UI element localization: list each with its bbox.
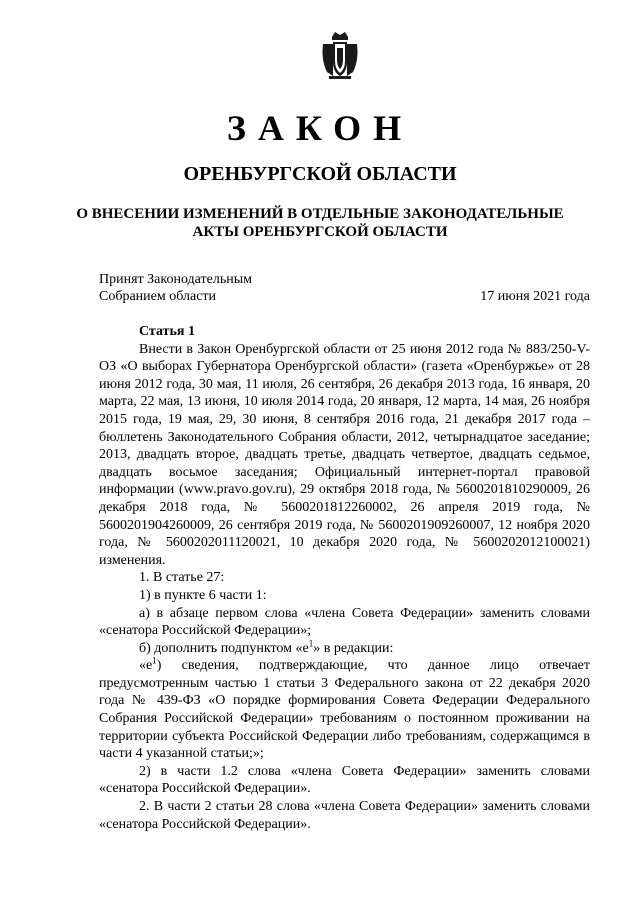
paragraph-8: 2. В части 2 статьи 28 слова «члена Совета Федерации» заменить словами «сенатора Российской Федерации». xyxy=(99,799,590,832)
paragraph-2: 1. В статье 27: xyxy=(139,570,225,586)
law-heading-line-2: АКТЫ ОРЕНБУРГСКОЙ ОБЛАСТИ xyxy=(192,224,448,240)
paragraph-6-start: «е xyxy=(139,658,153,674)
law-body xyxy=(99,323,590,833)
paragraph-5 xyxy=(99,640,590,658)
paragraph-5-end: » в редакции: xyxy=(313,640,394,656)
paragraph-3: 1) в пункте 6 части 1: xyxy=(139,587,267,603)
document-subtitle: ОРЕНБУРГСКОЙ ОБЛАСТИ xyxy=(183,163,457,185)
document-title: ЗАКОН xyxy=(226,108,414,148)
adoption-note xyxy=(99,271,252,305)
paragraph-6 xyxy=(99,657,590,763)
paragraph-4: а) в абзаце первом слова «члена Совета Федерации» заменить словами «сенатора Российской Федерации»; xyxy=(99,605,590,639)
adoption-date: 17 июня 2021 года xyxy=(480,289,590,304)
coat-of-arms-icon xyxy=(319,30,361,80)
paragraph-6-end: ) сведения, подтверждающие, что данное лицо отвечает предусмотренным частью 1 статьи 3 Федерального закона от 22 декабря 2020 года № 439-ФЗ «О порядке формирования Совета Федерации Федерального Собрания Российской Федерации» требованиям о постоянном проживании на территории субъекта Российской Федерации либо требованиям, содержащимся в части 4 указанной статьи;»; xyxy=(99,658,590,762)
paragraph-7: 2) в части 1.2 слова «члена Совета Федерации» заменить словами «сенатора Российской Федерации». xyxy=(99,763,590,797)
adoption-line-2: Собранием области xyxy=(99,289,217,304)
law-heading-line-1: О ВНЕСЕНИИ ИЗМЕНЕНИЙ В ОТДЕЛЬНЫЕ ЗАКОНОДАТЕЛЬНЫЕ xyxy=(76,206,564,222)
paragraph-5-superscript: 1 xyxy=(308,638,314,649)
paragraph-6-superscript: 1 xyxy=(152,655,157,666)
article-title: Статья 1 xyxy=(139,324,195,339)
law-heading xyxy=(60,205,580,241)
paragraph-5-start: б) дополнить подпунктом «е xyxy=(139,640,309,656)
adoption-line-1: Принят Законодательным xyxy=(99,272,252,287)
paragraph-1: Внести в Закон Оренбургской области от 25 июня 2012 года № 883/250-V-ОЗ «О выборах Губернатора Оренбургской области» (газета «Оренбуржье» от 28 июня 2012 года, 30 мая, 11 июля, 26 сентября, 26 декабря 2013 года, 16 января, 20 марта, 22 мая, 13 июня, 10 июля 2014 года, 20 января, 12 марта, 14 мая, 26 ноября 2015 года, 19 мая, 29, 30 июня, 8 сентября 2016 года, 21 декабря 2017 года – бюллетень Законодательного Собрания области, 2012, четырнадцатое заседание; 2013, двадцать второе, двадцать третье, двадцать четвертое, двадцать седьмое, двадцать восьмое заседания; Официальный интернет-портал правовой информации (www.pravo.gov.ru), 29 октября 2018 года, № 5600201810290009, 26 декабря 2018 года, № 5600201812260002, 26 апреля 2019 года, № 5600201904260009, 26 сентября 2019 года, № 5600201909260007, 12 ноября 2020 года, № 5600202011120021, 10 декабря 2020 года, № 5600202012100021) изменения. xyxy=(99,341,590,568)
